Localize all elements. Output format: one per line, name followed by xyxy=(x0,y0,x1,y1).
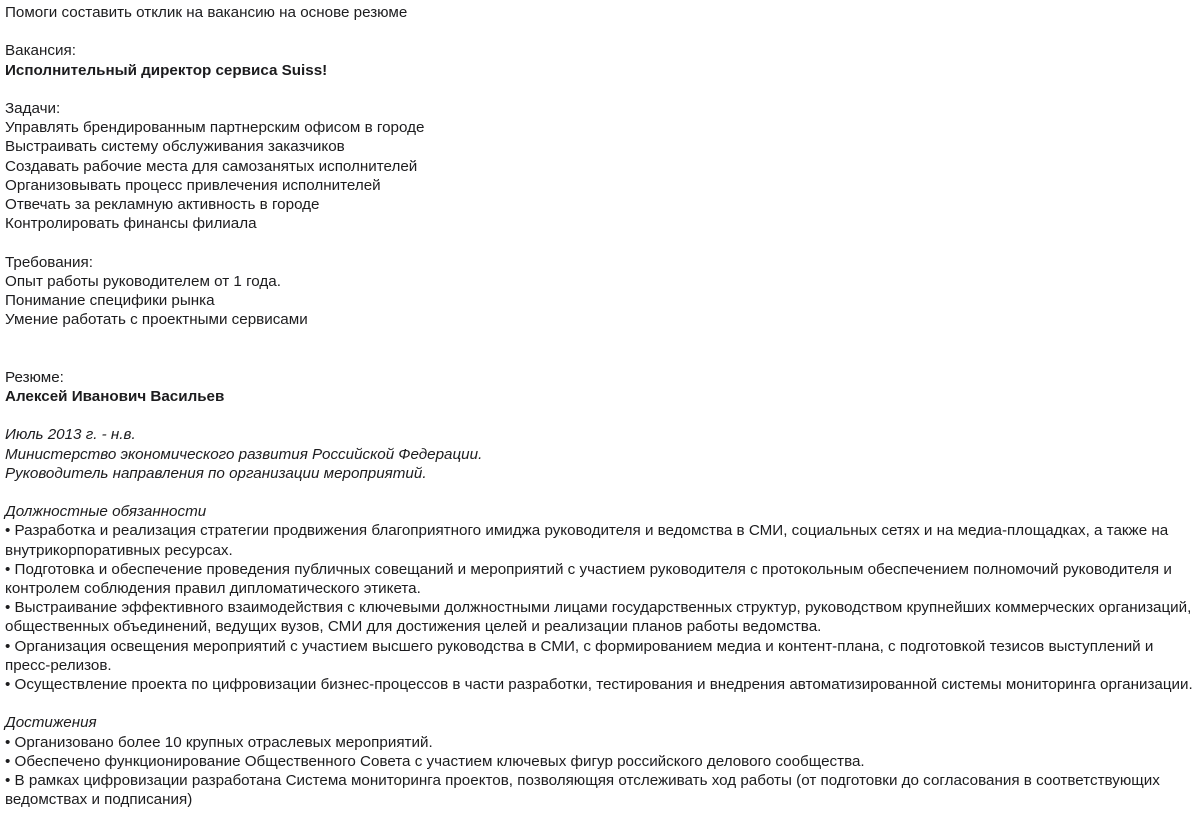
duty-item: • Осуществление проекта по цифровизации бизнес-процессов в части разработки, тестирования и внедрения автоматизированной системы мониторинга организации. xyxy=(5,675,1194,694)
employer-name: Министерство экономического развития Российской Федерации. xyxy=(5,445,483,463)
tasks-label: Задачи: xyxy=(5,99,61,117)
request-text: Помоги составить отклик на вакансию на основе резюме xyxy=(5,4,408,21)
achievements-label: Достижения xyxy=(5,714,97,732)
resume-name: Алексей Иванович Васильев xyxy=(5,388,225,405)
task-item: Управлять брендированным партнерским офисом в городе xyxy=(5,119,425,137)
duty-item: • Организация освещения мероприятий с участием высшего руководства в СМИ, с формированием медиа и контент-плана, с подготовкой тезисов выступлений и пресс-релизов. xyxy=(5,637,1194,675)
requirements-label: Требования: xyxy=(5,253,93,271)
vacancy-label: Вакансия: xyxy=(5,42,76,60)
task-item: Контролировать финансы филиала xyxy=(5,215,257,233)
achievement-item: • В рамках цифровизации разработана Система мониторинга проектов, позволяющяя отслеживать ход работы (от подготовки до согласования в соответствующих ведомствах и подписания) xyxy=(5,771,1194,809)
requirement-item: Понимание специфики рынка xyxy=(5,292,215,309)
task-item: Организовывать процесс привлечения исполнителей xyxy=(5,176,381,194)
duty-item: • Выстраивание эффективного взаимодействия с ключевыми должностными лицами государственных структур, руководством крупнейших коммерческих организаций, общественных объединений, ведущих вузов, СМИ для достижения целей и реализации планов работы ведомства. xyxy=(5,598,1194,636)
achievement-item: • Обеспечено функционирование Общественного Совета с участием ключевых фигур российского делового сообщества. xyxy=(5,752,1194,771)
requirement-item: Умение работать с проектными сервисами xyxy=(5,311,308,329)
resume-label: Резюме: xyxy=(5,368,64,386)
vacancy-title: Исполнительный директор сервиса Suiss! xyxy=(5,61,328,79)
task-item: Создавать рабочие места для самозанятых исполнителей xyxy=(5,157,418,175)
task-item: Выстраивать систему обслуживания заказчиков xyxy=(5,138,345,156)
job-position: Руководитель направления по организации мероприятий. xyxy=(5,464,427,482)
duties-label: Должностные обязанности xyxy=(5,503,207,521)
achievement-item: • Организовано более 10 крупных отраслевых мероприятий. xyxy=(5,733,1194,752)
employment-period: Июль 2013 г. - н.в. xyxy=(5,426,136,444)
task-item: Отвечать за рекламную активность в городе xyxy=(5,196,320,213)
duty-item: • Разработка и реализация стратегии продвижения благоприятного имиджа руководителя и ведомства в СМИ, социальных сетях и на медиа-площадках, а также на внутрикорпоративных ресурсах. xyxy=(5,521,1194,559)
duty-item: • Подготовка и обеспечение проведения публичных совещаний и мероприятий с участием руководителя с протокольным обеспечением полномочий руководителя и контролем соблюдения правил дипломатического этикета. xyxy=(5,560,1194,598)
requirement-item: Опыт работы руководителем от 1 года. xyxy=(5,272,281,290)
